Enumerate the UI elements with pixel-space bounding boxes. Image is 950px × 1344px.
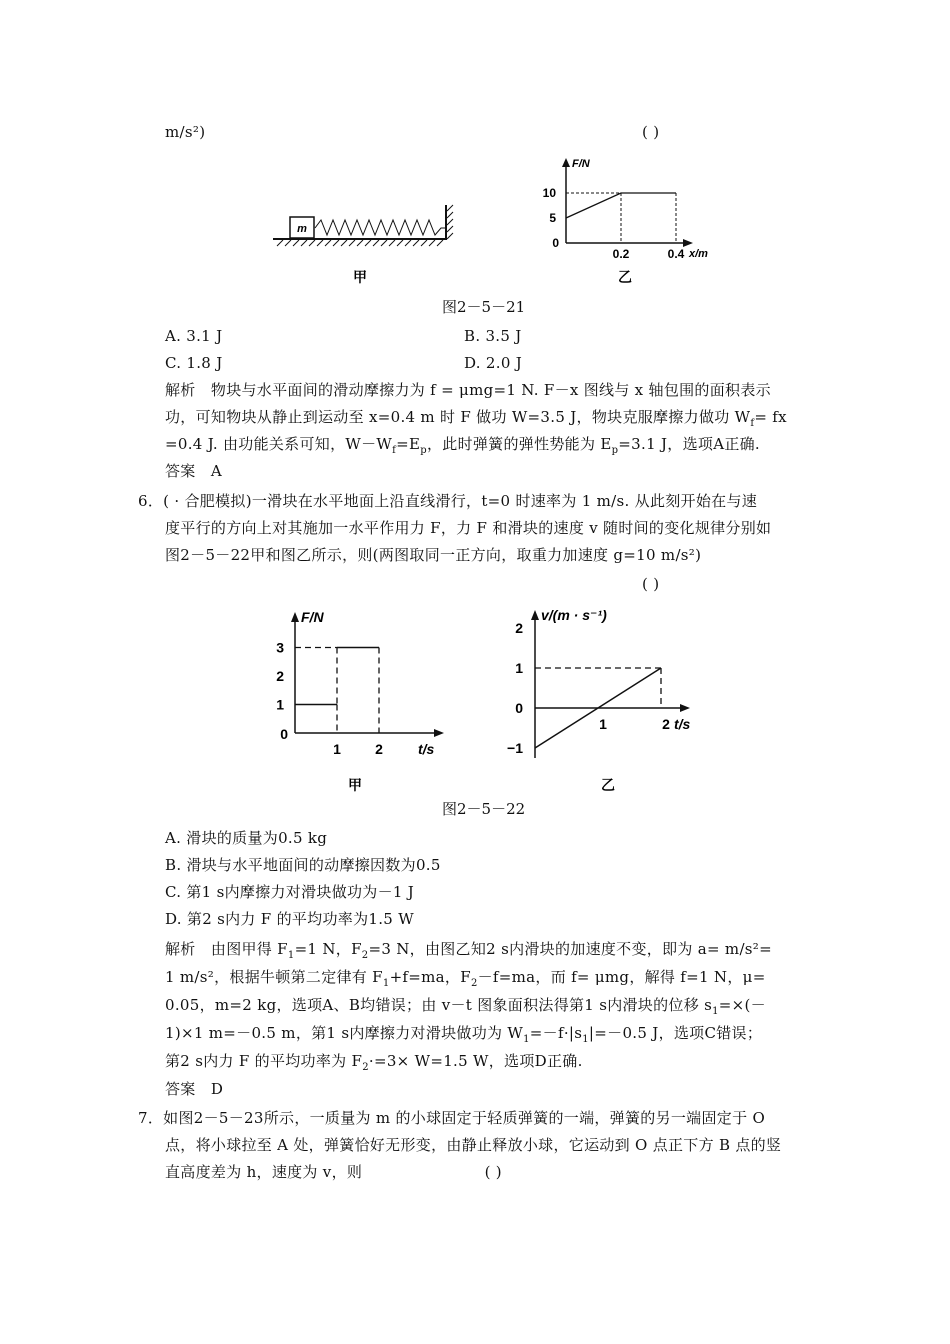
q6-answer: 答案 D — [165, 1080, 224, 1098]
fig22-caption: 图2－5－22 — [442, 800, 526, 818]
q5-option-d: D. 2.0 J — [464, 354, 523, 372]
vt-ytick-2: 0 — [515, 700, 523, 716]
fig21-caption: 图2－5－21 — [442, 298, 526, 316]
fig21-label-jia: 甲 — [353, 269, 367, 285]
fig21-y-axis-label: F/N — [572, 158, 590, 170]
vt-xtick-1: 1 — [599, 716, 607, 732]
vt-xtick-2: 2 — [662, 716, 670, 732]
fig22-label-yi: 乙 — [601, 777, 615, 793]
q6-option-d: D. 第2 s内力 F 的平均功率为1.5 W — [165, 910, 414, 928]
q6-solution-line-2: 1 m/s²，根据牛顿第二定律有 $F_1+f=ma$，$F_2-f=ma$，而 f= μmg，解得 f=1 N，μ= — [165, 968, 766, 989]
fig22-vt-graph — [507, 607, 691, 793]
fig21-fx-graph — [543, 158, 709, 285]
ft-ytick-3: 3 — [276, 639, 284, 656]
q5-solution-line-3: =0.4 J. 由功能关系可知，$W-W_f=E_p$，此时弹簧的弹性势能为 $E_p=3.1$ J，选项A正确. — [165, 435, 761, 456]
fx-xtick-02: 0.2 — [612, 247, 630, 261]
answer-paren-1: ( ) — [642, 123, 660, 141]
q6-solution-line-3: 0.05，m=2 kg，选项A、B均错误；由 v－t 图象面积法得第1 s内滑块的位移 $s_1=\times(-$ — [165, 996, 766, 1017]
figure-2-5-21 — [265, 155, 715, 295]
q5-solution-line-2: 功，可知物块从静止到运动至 x=0.4 m 时 F 做功 W=3.5 J，物块克服摩擦力做功 $W_f=$ fx — [165, 408, 787, 429]
ft-xtick-2: 2 — [375, 741, 383, 757]
vt-ytick-1: 1 — [515, 660, 523, 676]
q5-answer: 答案 A — [165, 462, 223, 480]
vt-ytick-3: −1 — [507, 740, 523, 756]
q6-solution-line-4: 1)×1 m=－0.5 m，第1 s内摩擦力对滑块做功为 $W_1=-f\cdot|s_1|=-0.5$ J，选项C错误； — [165, 1024, 763, 1045]
ft-xtick-1: 1 — [333, 741, 341, 757]
fig22-label-jia: 甲 — [348, 777, 362, 793]
q5-option-c: C. 1.8 J — [165, 354, 223, 372]
fig22-t-axis-label-right: t/s — [674, 716, 691, 732]
fig22-v-axis-label: v/(m · s⁻¹) — [541, 607, 607, 623]
q7-stem-line-3: 直高度差为 h，速度为 v，则 ( ) — [165, 1163, 502, 1181]
fig21-origin: 0 — [552, 236, 559, 250]
q5-solution-line-1: 解析 物块与水平面间的滑动摩擦力为 f = μmg=1 N. F－x 图线与 x 轴包围的面积表示 — [165, 381, 771, 399]
vt-ytick-0: 2 — [515, 620, 523, 636]
ft-ytick-2: 2 — [276, 668, 284, 684]
fig22-F-axis-label: F/N — [301, 609, 324, 625]
fx-ytick-5: 5 — [549, 211, 556, 225]
fx-xtick-04: 0.4 — [667, 247, 685, 261]
q6-solution-line-5: 第2 s内力 F 的平均功率为 $F_2\cdot=3\times W=1.5$ W，选项D正确. — [165, 1052, 583, 1073]
fig22-origin-left: 0 — [280, 726, 288, 742]
fig22-ft-graph — [276, 609, 444, 793]
q7-stem-line-1: 7．如图2－5－23所示，一质量为 m 的小球固定于轻质弹簧的一端，弹簧的另一端固定于 O — [138, 1109, 766, 1127]
q5-option-b: B. 3.5 J — [464, 327, 522, 345]
ft-ytick-1: 1 — [276, 696, 284, 713]
fig22-t-axis-label-left: t/s — [418, 741, 435, 757]
q7-stem-line-2: 点，将小球拉至 A 处，弹簧恰好无形变，由静止释放小球，它运动到 O 点正下方 B 点的竖 — [165, 1136, 782, 1154]
q6-stem-line-1: 6．( · 合肥模拟)一滑块在水平地面上沿直线滑行，t=0 时速率为 1 m/s. 从此刻开始在与速 — [138, 492, 758, 510]
fx-ytick-10: 10 — [542, 186, 556, 200]
q6-option-a: A. 滑块的质量为0.5 kg — [165, 829, 328, 847]
q6-solution-line-1: 解析 由图甲得 $F_1=1$ N，$F_2=3$ N，由图乙知2 s内滑块的加速度不变，即为 a= m/s²= — [165, 940, 772, 961]
fig21-label-yi: 乙 — [618, 269, 632, 285]
fig21-spring-diagram — [273, 205, 453, 285]
q6-option-b: B. 滑块与水平地面间的动摩擦因数为0.5 — [165, 856, 441, 874]
q5-option-a: A. 3.1 J — [165, 327, 223, 345]
line-m-s2: m/s²) — [165, 123, 206, 141]
answer-paren-2: ( ) — [642, 575, 660, 593]
figure-2-5-22 — [270, 600, 710, 798]
fig21-x-axis-label: x/m — [689, 248, 708, 260]
q6-option-c: C. 第1 s内摩擦力对滑块做功为－1 J — [165, 883, 415, 901]
q6-stem-line-2: 度平行的方向上对其施加一水平作用力 F，力 F 和滑块的速度 v 随时间的变化规律分别如 — [165, 519, 772, 537]
block-m-label: m — [297, 223, 307, 235]
q6-stem-line-3: 图2－5－22甲和图乙所示，则(两图取同一正方向，取重力加速度 g=10 m/s²) — [165, 546, 702, 564]
